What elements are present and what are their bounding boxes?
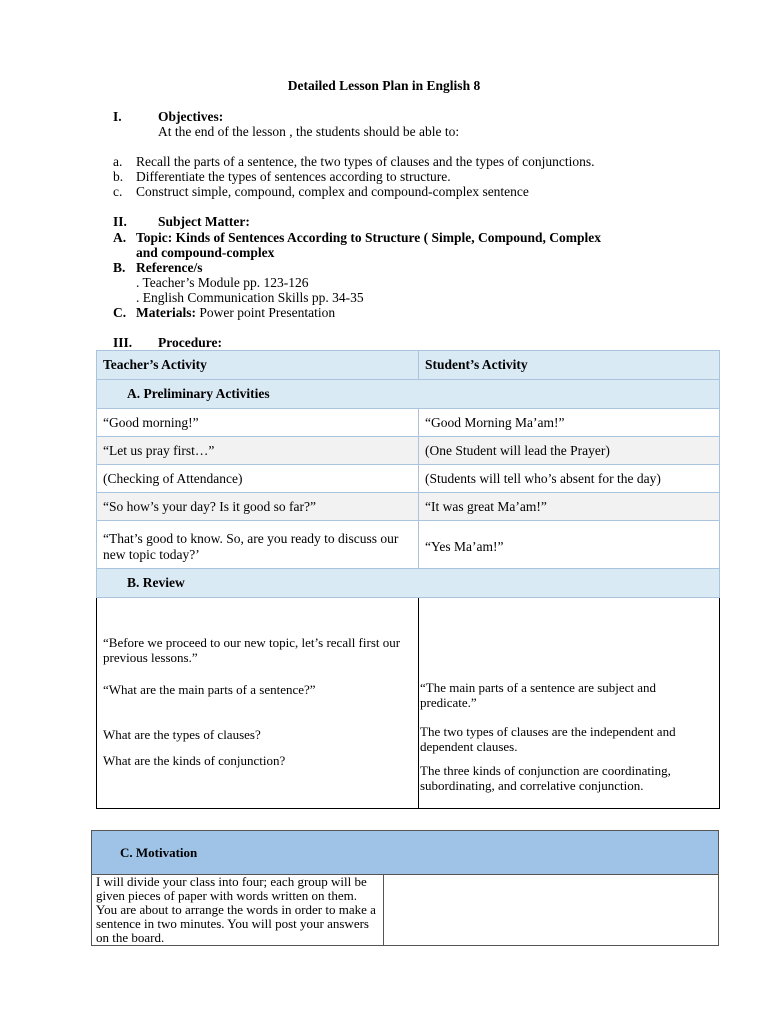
teacher-activity: “So how’s your day? Is it good so far?” [97, 493, 419, 521]
topic-marker: A. [113, 230, 127, 245]
procedure-table [96, 350, 720, 809]
materials-marker: C. [113, 305, 127, 320]
student-activity: (One Student will lead the Prayer) [419, 437, 720, 465]
review-teacher-line: “Before we proceed to our new topic, let’s recall first our previous lessons.” [103, 635, 401, 665]
objectives-heading: Objectives: [158, 109, 224, 124]
page-title: Detailed Lesson Plan in English 8 [287, 78, 481, 93]
objective-marker-b: b. [113, 169, 124, 184]
table-row [97, 437, 720, 465]
objective-marker-c: c. [113, 184, 123, 199]
motivation-heading: C. Motivation [92, 831, 719, 875]
objectives-intro: At the end of the lesson , the students should be able to: [158, 124, 460, 139]
teacher-activity: (Checking of Attendance) [97, 465, 419, 493]
reference-marker: B. [113, 260, 126, 275]
reference-item: . Teacher’s Module pp. 123-126 [136, 275, 309, 290]
teacher-activity-header: Teacher’s Activity [97, 351, 419, 380]
materials-label: Materials: [136, 305, 196, 320]
reference-heading: Reference/s [136, 260, 203, 275]
subject-matter-heading: Subject Matter: [158, 214, 250, 229]
student-activity: “It was great Ma’am!” [419, 493, 720, 521]
materials-value: Power point Presentation [199, 305, 336, 320]
procedure-heading: Procedure: [158, 335, 222, 350]
student-activity: “Yes Ma’am!” [419, 521, 720, 569]
motivation-table [91, 830, 719, 946]
review-row [97, 598, 720, 809]
objective-item-b: Differentiate the types of sentences according to structure. [136, 169, 451, 184]
review-teacher-line: “What are the main parts of a sentence?” [103, 682, 316, 697]
section-row-preliminary [97, 380, 720, 409]
teacher-activity: “Good morning!” [97, 409, 419, 437]
objective-item-c: Construct simple, compound, complex and compound-complex sentence [136, 184, 529, 199]
table-header-row [97, 351, 720, 380]
objective-item-a: Recall the parts of a sentence, the two types of clauses and the types of conjunctions. [136, 154, 595, 169]
motivation-student-cell [384, 875, 719, 946]
review-teacher-line: What are the types of clauses? [103, 727, 261, 742]
review-student-cell [419, 598, 720, 809]
review-teacher-line: What are the kinds of conjunction? [103, 753, 286, 768]
motivation-header-row [92, 831, 719, 875]
section-row-review [97, 569, 720, 598]
topic-line-1: Topic: Kinds of Sentences According to Structure ( Simple, Compound, Complex [136, 230, 602, 245]
table-row [97, 465, 720, 493]
motivation-teacher-text: I will divide your class into four; each group will be given pieces of paper with words written on them. You are about to arrange the words in order to make a sentence in two minutes. You will post your answers on the board. [92, 875, 384, 946]
materials-line [136, 305, 335, 321]
motivation-body-row [92, 875, 719, 946]
student-activity: (Students will tell who’s absent for the day) [419, 465, 720, 493]
review-heading: B. Review [97, 569, 720, 598]
table-row [97, 521, 720, 569]
objective-marker-a: a. [113, 154, 123, 169]
preliminary-activities-heading: A. Preliminary Activities [97, 380, 720, 409]
reference-item: . English Communication Skills pp. 34-35 [136, 290, 364, 305]
teacher-activity: “That’s good to know. So, are you ready to discuss our new topic today?’ [97, 521, 419, 569]
review-teacher-cell [97, 598, 419, 809]
review-student-line: “The main parts of a sentence are subject and predicate.” [420, 680, 657, 710]
teacher-activity: “Let us pray first…” [97, 437, 419, 465]
student-activity: “Good Morning Ma’am!” [419, 409, 720, 437]
section-number-procedure: III. [113, 335, 133, 350]
topic-line-2: and compound-complex [136, 245, 275, 260]
table-row [97, 493, 720, 521]
section-number-objectives: I. [113, 109, 122, 124]
section-number-subject: II. [113, 214, 127, 229]
review-student-line: The three kinds of conjunction are coordinating, subordinating, and correlative conjunction. [420, 763, 671, 793]
table-row [97, 409, 720, 437]
review-student-line: The two types of clauses are the independent and dependent clauses. [420, 724, 676, 754]
student-activity-header: Student’s Activity [419, 351, 720, 380]
